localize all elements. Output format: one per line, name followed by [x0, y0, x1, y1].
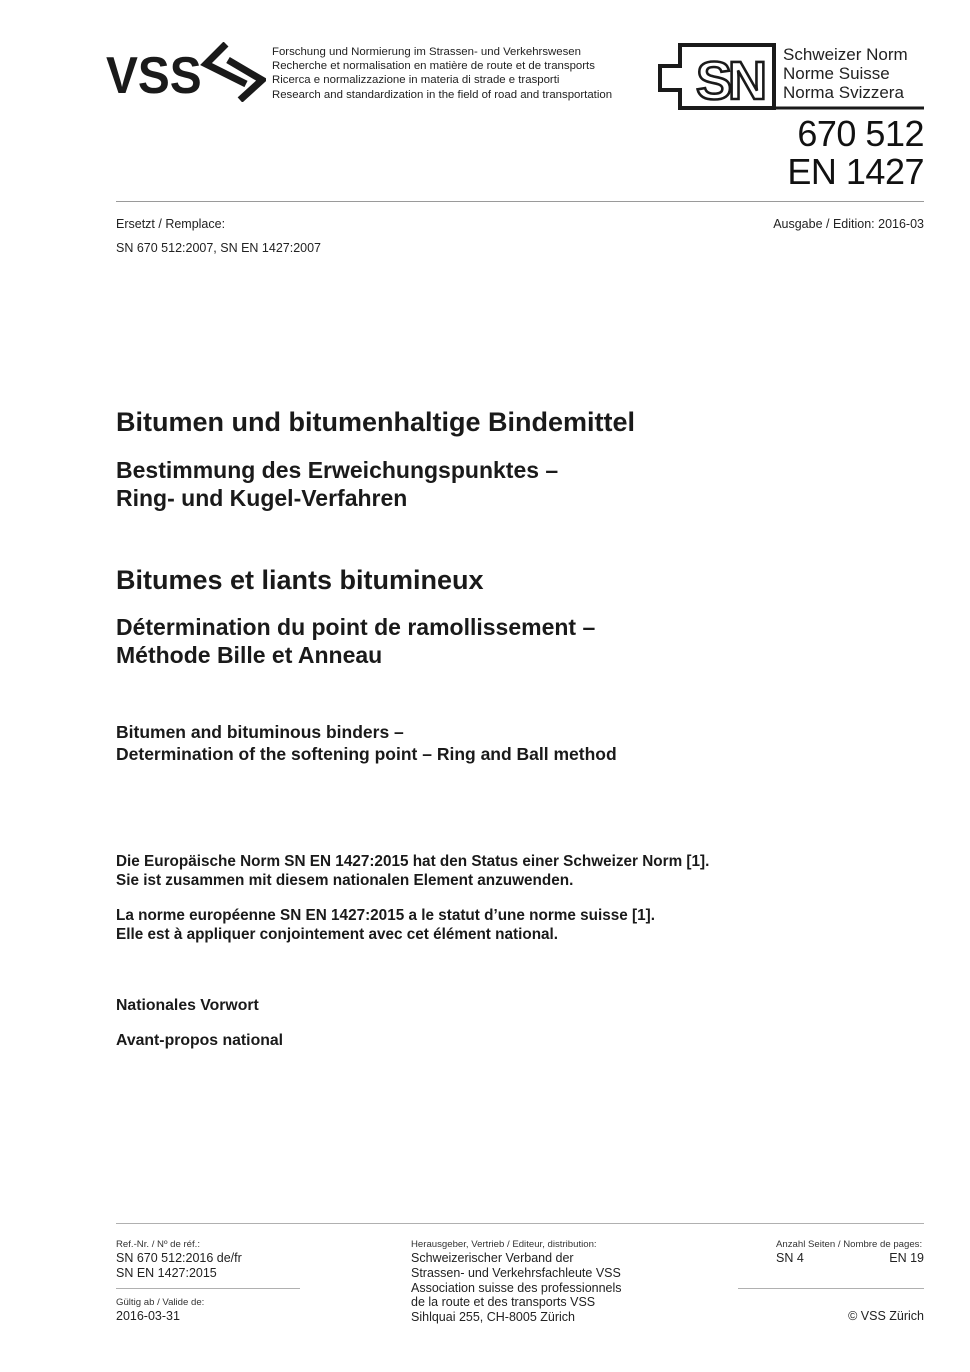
ref-value-2: SN EN 1427:2015	[116, 1266, 217, 1280]
tagline-de: Forschung und Normierung im Strassen- und Verkehrswesen	[272, 46, 581, 58]
vss-logo-graphic	[106, 42, 266, 102]
replaces-value: SN 670 512:2007, SN EN 1427:2007	[116, 241, 322, 255]
publisher-line: Schweizerischer Verband der	[411, 1251, 574, 1265]
sn-label-it: Norma Svizzera	[783, 83, 904, 102]
sn-logo-letters: SN	[696, 51, 764, 111]
replaces-label: Ersetzt / Remplace:	[116, 217, 226, 231]
sn-label-fr: Norme Suisse	[783, 64, 890, 83]
ref-value-1: SN 670 512:2016 de/fr	[116, 1251, 242, 1265]
pages-divider	[738, 1288, 924, 1289]
publisher-line: Strassen- und Verkehrsfachleute VSS	[411, 1265, 621, 1280]
tagline-it: Ricerca e normalizzazione in materia di strade e trasporti	[272, 74, 560, 87]
subtitle-de-1: Bestimmung des Erweichungspunktes –	[116, 457, 559, 483]
publisher-line: Sihlquai 255, CH-8005 Zürich	[411, 1310, 575, 1325]
subtitle-fr-2: Méthode Bille et Anneau	[116, 642, 383, 668]
publisher-block	[411, 1251, 622, 1325]
vss-logo-letters: VSS	[106, 46, 202, 102]
vss-logo	[106, 42, 266, 102]
subtitle-fr-1: Détermination du point de ramollissement –	[116, 614, 596, 640]
ref-label: Ref.-Nr. / Nº de réf.:	[116, 1239, 201, 1250]
header-divider	[116, 201, 924, 202]
en-number: EN 1427	[787, 151, 924, 192]
edition: Ausgabe / Edition: 2016-03	[773, 217, 924, 231]
norm-number: 670 512	[797, 113, 924, 154]
status-fr-2: Elle est à appliquer conjointement avec cet élément national.	[116, 926, 559, 943]
vss-tagline	[272, 45, 612, 102]
foreword-de: Nationales Vorwort	[116, 997, 259, 1014]
status-de-1: Die Europäische Norm SN EN 1427:2015 hat den Status einer Schweizer Norm [1].	[116, 853, 710, 870]
ref-divider	[116, 1288, 300, 1289]
tagline-fr: Recherche et normalisation en matière de route et de transports	[272, 60, 595, 73]
title-en-1: Bitumen and bituminous binders –	[116, 722, 404, 742]
valid-label: Gültig ab / Valide de:	[116, 1297, 205, 1308]
pages-en: EN 19	[889, 1251, 924, 1265]
pages-sn: SN 4	[776, 1251, 804, 1265]
status-fr-1: La norme européenne SN EN 1427:2015 a le statut d’une norme suisse [1].	[116, 907, 655, 924]
title-de: Bitumen und bitumenhaltige Bindemittel	[116, 407, 635, 437]
title-en-2: Determination of the softening point – Ring and Ball method	[116, 744, 617, 764]
sn-labels	[783, 45, 908, 102]
title-fr: Bitumes et liants bitumineux	[116, 565, 484, 595]
footer-divider	[116, 1223, 924, 1224]
foreword-fr: Avant-propos national	[116, 1032, 284, 1049]
copyright: © VSS Zürich	[848, 1309, 924, 1323]
tagline-en: Research and standardization in the field of road and transportation	[272, 88, 613, 101]
status-de-2: Sie ist zusammen mit diesem nationalen Element anzuwenden.	[116, 872, 574, 889]
valid-value: 2016-03-31	[116, 1309, 180, 1323]
publisher-line: de la route et des transports VSS	[411, 1295, 596, 1310]
subtitle-de-2: Ring- und Kugel-Verfahren	[116, 485, 408, 511]
pages-label: Anzahl Seiten / Nombre de pages:	[776, 1239, 923, 1250]
publisher-label: Herausgeber, Vertrieb / Editeur, distribution:	[411, 1239, 597, 1250]
sn-label-de: Schweizer Norm	[783, 45, 908, 64]
publisher-line: Association suisse des professionnels	[411, 1280, 622, 1295]
